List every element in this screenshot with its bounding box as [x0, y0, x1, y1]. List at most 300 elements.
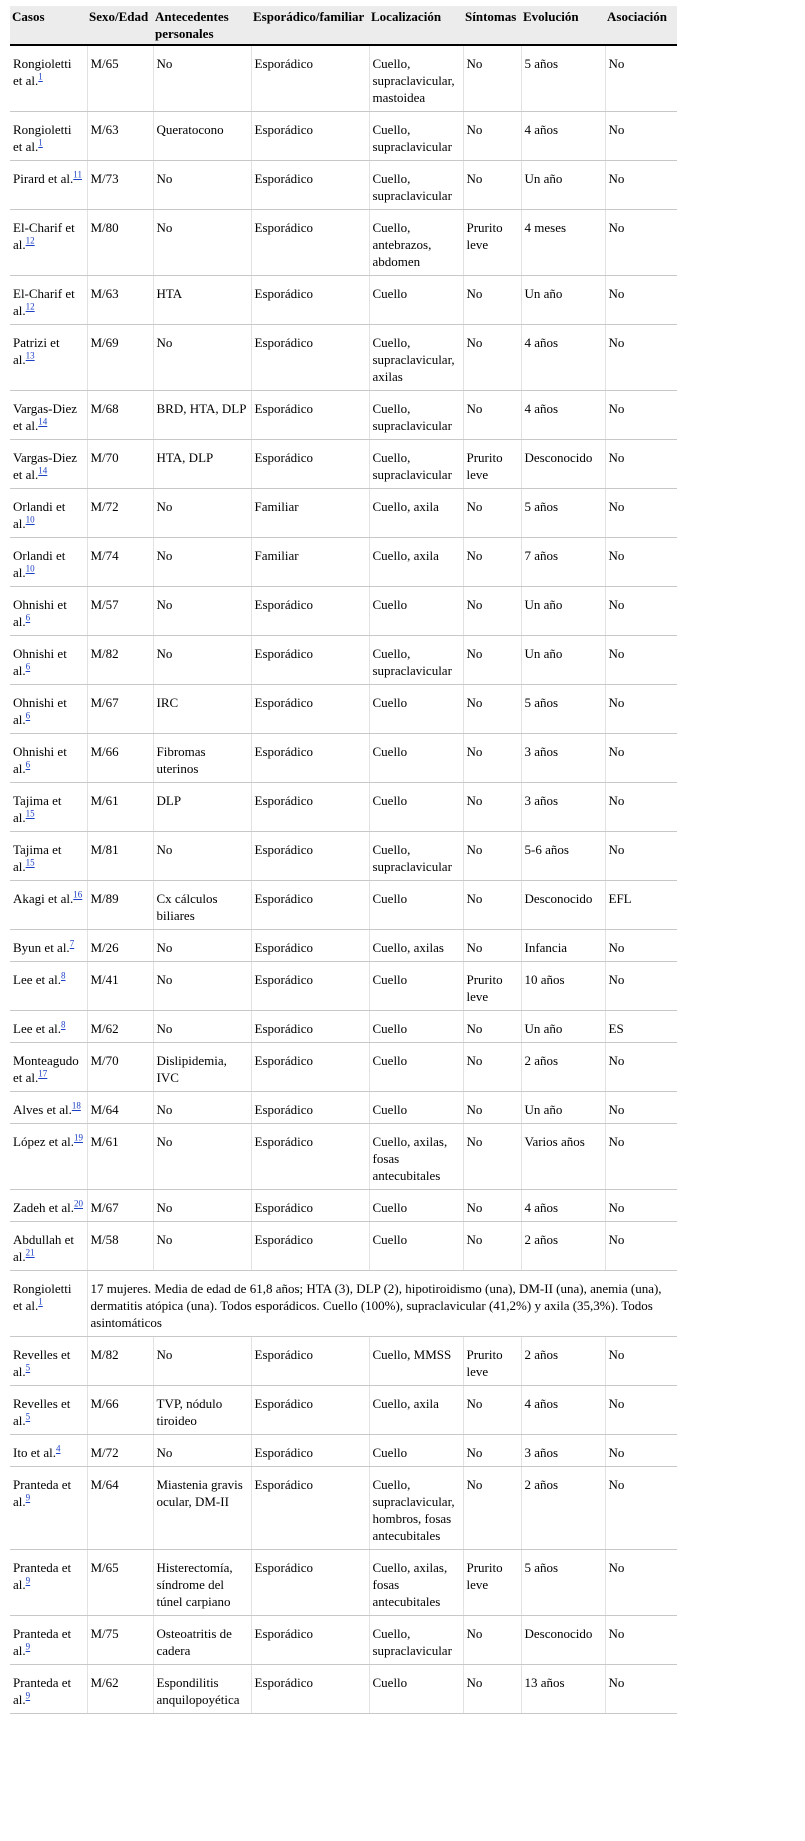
cell-antecedentes: No [153, 1222, 251, 1271]
cell-sintomas: No [463, 45, 521, 112]
cell-asociacion: No [605, 734, 677, 783]
cell-evolucion: Desconocido [521, 1616, 605, 1665]
cell-asociacion: No [605, 1435, 677, 1467]
cell-casos [10, 832, 87, 881]
cell-asociacion: No [605, 1665, 677, 1714]
cell-antecedentes: No [153, 962, 251, 1011]
header-sexo-edad: Sexo/Edad [87, 6, 153, 45]
cell-esporadico-familiar: Esporádico [251, 1550, 369, 1616]
reference-link[interactable]: 5 [25, 1411, 31, 1422]
cell-antecedentes: No [153, 1011, 251, 1043]
case-author: Pranteda et al. [13, 1675, 72, 1707]
cell-antecedentes: No [153, 636, 251, 685]
table-header [10, 6, 677, 45]
cell-localizacion: Cuello, supraclavicular [369, 832, 463, 881]
cell-sexo-edad: M/62 [87, 1011, 153, 1043]
table-row [10, 734, 677, 783]
case-author: Revelles et al. [13, 1396, 71, 1428]
reference-link[interactable]: 10 [25, 514, 35, 525]
table-row [10, 1435, 677, 1467]
cell-sexo-edad: M/74 [87, 538, 153, 587]
cell-evolucion: 4 años [521, 391, 605, 440]
reference-link[interactable]: 14 [38, 465, 48, 476]
table-body [10, 45, 677, 1714]
cell-esporadico-familiar: Esporádico [251, 391, 369, 440]
case-author: López et al. [13, 1134, 74, 1149]
table-row [10, 1190, 677, 1222]
cell-esporadico-familiar: Esporádico [251, 440, 369, 489]
table-row [10, 1124, 677, 1190]
cell-esporadico-familiar: Esporádico [251, 1190, 369, 1222]
header-asociacion: Asociación [605, 6, 677, 45]
cell-sintomas: Prurito leve [463, 1550, 521, 1616]
cell-esporadico-familiar: Esporádico [251, 685, 369, 734]
cell-casos [10, 1124, 87, 1190]
cell-esporadico-familiar: Esporádico [251, 1386, 369, 1435]
cell-asociacion: No [605, 587, 677, 636]
cell-evolucion: 5 años [521, 685, 605, 734]
case-author: Alves et al. [13, 1102, 72, 1117]
cell-localizacion: Cuello, axila [369, 538, 463, 587]
reference-link[interactable]: 14 [38, 416, 48, 427]
reference-link[interactable]: 12 [25, 301, 35, 312]
cell-esporadico-familiar: Esporádico [251, 783, 369, 832]
reference-link[interactable]: 12 [25, 235, 35, 246]
cell-esporadico-familiar: Esporádico [251, 1665, 369, 1714]
cell-localizacion: Cuello [369, 276, 463, 325]
cell-asociacion: No [605, 1222, 677, 1271]
cell-evolucion: 5 años [521, 489, 605, 538]
cell-sintomas: Prurito leve [463, 1337, 521, 1386]
cell-localizacion: Cuello, supraclavicular [369, 161, 463, 210]
cell-casos [10, 1092, 87, 1124]
cell-evolucion: 5-6 años [521, 832, 605, 881]
cell-localizacion: Cuello [369, 734, 463, 783]
cell-sintomas: No [463, 1043, 521, 1092]
cell-casos [10, 962, 87, 1011]
reference-link[interactable]: 7 [69, 938, 75, 949]
case-author: Zadeh et al. [13, 1200, 74, 1215]
cell-sintomas: No [463, 587, 521, 636]
reference-link[interactable]: 10 [25, 563, 35, 574]
cell-sexo-edad: M/61 [87, 783, 153, 832]
cell-esporadico-familiar: Familiar [251, 538, 369, 587]
cell-sintomas: No [463, 276, 521, 325]
cell-sexo-edad: M/70 [87, 440, 153, 489]
table-row [10, 881, 677, 930]
cell-esporadico-familiar: Esporádico [251, 112, 369, 161]
cell-esporadico-familiar: Esporádico [251, 276, 369, 325]
reference-link[interactable]: 20 [74, 1198, 83, 1209]
cell-casos [10, 636, 87, 685]
cell-localizacion: Cuello, supraclavicular, hombros, fosas antecubitales [369, 1467, 463, 1550]
cell-esporadico-familiar: Esporádico [251, 587, 369, 636]
cell-summary: 17 mujeres. Media de edad de 61,8 años; HTA (3), DLP (2), hipotiroidismo (una), DM-II (una), anemia (una), dermatitis atópica (una). Todos esporádicos. Cuello (100%), supraclavicular (41,2%) y axila (35,3%). Todos asintomáticos [87, 1271, 677, 1337]
reference-link[interactable]: 9 [25, 1575, 31, 1586]
cell-sintomas: No [463, 636, 521, 685]
cell-antecedentes: DLP [153, 783, 251, 832]
cell-antecedentes: No [153, 325, 251, 391]
cell-sexo-edad: M/73 [87, 161, 153, 210]
cell-sexo-edad: M/68 [87, 391, 153, 440]
reference-link[interactable]: 18 [71, 1100, 81, 1111]
cell-sexo-edad: M/65 [87, 1550, 153, 1616]
table-row [10, 210, 677, 276]
cell-sexo-edad: M/70 [87, 1043, 153, 1092]
table-row [10, 1337, 677, 1386]
cell-asociacion: No [605, 1550, 677, 1616]
cell-evolucion: 3 años [521, 1435, 605, 1467]
cell-esporadico-familiar: Esporádico [251, 1124, 369, 1190]
cell-evolucion: Un año [521, 1092, 605, 1124]
cell-casos [10, 112, 87, 161]
case-author: Orlandi et al. [13, 499, 66, 531]
cell-sintomas: Prurito leve [463, 210, 521, 276]
reference-link[interactable]: 6 [25, 661, 31, 672]
table-row [10, 1386, 677, 1435]
case-author: Tajima et al. [13, 793, 62, 825]
case-author: Ohnishi et al. [13, 646, 67, 678]
cell-evolucion: 5 años [521, 1550, 605, 1616]
cell-asociacion: No [605, 1124, 677, 1190]
cell-casos [10, 440, 87, 489]
case-author: Revelles et al. [13, 1347, 71, 1379]
table-row [10, 112, 677, 161]
cell-casos [10, 1271, 87, 1337]
reference-link[interactable]: 13 [25, 350, 35, 361]
case-author: El-Charif et al. [13, 286, 75, 318]
header-esporadico-familiar: Esporádico/familiar [251, 6, 369, 45]
cell-casos [10, 391, 87, 440]
cell-sintomas: No [463, 161, 521, 210]
reference-link[interactable]: 5 [25, 1362, 31, 1373]
cell-sexo-edad: M/75 [87, 1616, 153, 1665]
cell-sintomas: No [463, 1665, 521, 1714]
cell-antecedentes: No [153, 1124, 251, 1190]
cell-localizacion: Cuello [369, 962, 463, 1011]
cell-antecedentes: No [153, 1337, 251, 1386]
cell-antecedentes: No [153, 161, 251, 210]
case-author: Ito et al. [13, 1445, 56, 1460]
cell-esporadico-familiar: Esporádico [251, 636, 369, 685]
cell-asociacion: No [605, 1337, 677, 1386]
reference-link[interactable]: 9 [25, 1690, 31, 1701]
cell-antecedentes: Fibromas uterinos [153, 734, 251, 783]
cell-asociacion: No [605, 325, 677, 391]
case-author: Ohnishi et al. [13, 695, 67, 727]
cell-localizacion: Cuello, supraclavicular [369, 1616, 463, 1665]
case-author: Pranteda et al. [13, 1626, 72, 1658]
table-row [10, 930, 677, 962]
case-author: Rongioletti et al. [13, 122, 72, 154]
header-casos: Casos [10, 6, 87, 45]
reference-link[interactable]: 9 [25, 1492, 31, 1503]
table-row [10, 161, 677, 210]
cell-sexo-edad: M/61 [87, 1124, 153, 1190]
cell-sintomas: No [463, 685, 521, 734]
cell-casos [10, 276, 87, 325]
cell-localizacion: Cuello [369, 783, 463, 832]
cell-localizacion: Cuello, supraclavicular [369, 112, 463, 161]
cell-sintomas: No [463, 325, 521, 391]
cell-casos [10, 1043, 87, 1092]
cell-evolucion: 4 años [521, 1386, 605, 1435]
cell-asociacion: No [605, 489, 677, 538]
cell-evolucion: 4 años [521, 1190, 605, 1222]
case-author: Pirard et al. [13, 171, 74, 186]
cell-esporadico-familiar: Esporádico [251, 881, 369, 930]
cell-casos [10, 1337, 87, 1386]
cell-sexo-edad: M/72 [87, 489, 153, 538]
cell-casos [10, 210, 87, 276]
cell-localizacion: Cuello, supraclavicular [369, 440, 463, 489]
table-row [10, 1271, 677, 1337]
cell-localizacion: Cuello, supraclavicular [369, 391, 463, 440]
cell-esporadico-familiar: Esporádico [251, 832, 369, 881]
cell-sintomas: No [463, 832, 521, 881]
cell-casos [10, 685, 87, 734]
cell-sexo-edad: M/67 [87, 685, 153, 734]
cell-sintomas: No [463, 489, 521, 538]
cell-localizacion: Cuello, antebrazos, abdomen [369, 210, 463, 276]
cell-asociacion: No [605, 930, 677, 962]
cell-esporadico-familiar: Esporádico [251, 930, 369, 962]
cell-casos [10, 489, 87, 538]
cell-evolucion: Varios años [521, 1124, 605, 1190]
case-author: Ohnishi et al. [13, 597, 67, 629]
cell-evolucion: 4 años [521, 112, 605, 161]
cell-casos [10, 1467, 87, 1550]
cell-antecedentes: TVP, nódulo tiroideo [153, 1386, 251, 1435]
table-row [10, 538, 677, 587]
cell-sintomas: No [463, 538, 521, 587]
cell-casos [10, 930, 87, 962]
cell-casos [10, 587, 87, 636]
reference-link[interactable]: 6 [25, 710, 31, 721]
case-author: El-Charif et al. [13, 220, 75, 252]
cell-localizacion: Cuello, MMSS [369, 1337, 463, 1386]
cell-localizacion: Cuello [369, 1435, 463, 1467]
cell-esporadico-familiar: Esporádico [251, 325, 369, 391]
cell-casos [10, 1222, 87, 1271]
cell-sexo-edad: M/66 [87, 1386, 153, 1435]
reference-link[interactable]: 4 [55, 1443, 61, 1454]
cell-localizacion: Cuello, axilas, fosas antecubitales [369, 1124, 463, 1190]
case-author: Lee et al. [13, 1021, 61, 1036]
cell-evolucion: Un año [521, 636, 605, 685]
cell-localizacion: Cuello [369, 1092, 463, 1124]
table-row [10, 1665, 677, 1714]
case-author: Lee et al. [13, 972, 61, 987]
reference-link[interactable]: 8 [61, 1019, 66, 1030]
reference-link[interactable]: 9 [25, 1641, 31, 1652]
table-row [10, 1467, 677, 1550]
cell-antecedentes: IRC [153, 685, 251, 734]
cell-localizacion: Cuello [369, 1222, 463, 1271]
reference-link[interactable]: 15 [25, 808, 35, 819]
cell-localizacion: Cuello, axila [369, 489, 463, 538]
cell-asociacion: No [605, 1092, 677, 1124]
cell-sexo-edad: M/63 [87, 112, 153, 161]
reference-link[interactable]: 16 [73, 889, 83, 900]
table-row [10, 1550, 677, 1616]
reference-link[interactable]: 19 [74, 1132, 83, 1143]
cell-sintomas: No [463, 1222, 521, 1271]
cell-sexo-edad: M/69 [87, 325, 153, 391]
table-row [10, 962, 677, 1011]
case-author: Pranteda et al. [13, 1560, 72, 1592]
cell-evolucion: Un año [521, 1011, 605, 1043]
cell-casos [10, 1665, 87, 1714]
table-row [10, 325, 677, 391]
reference-link[interactable]: 1 [38, 71, 43, 82]
cell-evolucion: Infancia [521, 930, 605, 962]
cell-sexo-edad: M/81 [87, 832, 153, 881]
cell-asociacion: No [605, 391, 677, 440]
cell-sintomas: No [463, 1092, 521, 1124]
cell-antecedentes: No [153, 1190, 251, 1222]
cell-sexo-edad: M/82 [87, 636, 153, 685]
cell-esporadico-familiar: Esporádico [251, 1435, 369, 1467]
cell-casos [10, 325, 87, 391]
cell-esporadico-familiar: Esporádico [251, 1616, 369, 1665]
cell-antecedentes: Miastenia gravis ocular, DM-II [153, 1467, 251, 1550]
reference-link[interactable]: 11 [73, 169, 82, 180]
cell-sintomas: No [463, 783, 521, 832]
table-row [10, 783, 677, 832]
cell-sexo-edad: M/82 [87, 1337, 153, 1386]
reference-link[interactable]: 6 [25, 759, 31, 770]
cell-esporadico-familiar: Esporádico [251, 1092, 369, 1124]
cell-antecedentes: HTA, DLP [153, 440, 251, 489]
reference-link[interactable]: 1 [38, 137, 43, 148]
cell-esporadico-familiar: Esporádico [251, 1222, 369, 1271]
cell-antecedentes: No [153, 587, 251, 636]
table-row [10, 276, 677, 325]
case-author: Vargas-Diez et al. [13, 401, 78, 433]
cell-evolucion: Un año [521, 587, 605, 636]
cell-evolucion: 13 años [521, 1665, 605, 1714]
cell-esporadico-familiar: Esporádico [251, 45, 369, 112]
cell-sexo-edad: M/65 [87, 45, 153, 112]
cell-antecedentes: Cx cálculos biliares [153, 881, 251, 930]
case-author: Byun et al. [13, 940, 70, 955]
case-author: Orlandi et al. [13, 548, 66, 580]
cell-casos [10, 1550, 87, 1616]
cell-evolucion: 10 años [521, 962, 605, 1011]
cell-asociacion: No [605, 276, 677, 325]
cell-asociacion: No [605, 962, 677, 1011]
cell-casos [10, 1435, 87, 1467]
cell-localizacion: Cuello [369, 1665, 463, 1714]
cell-asociacion: ES [605, 1011, 677, 1043]
cell-casos [10, 1616, 87, 1665]
cell-sexo-edad: M/63 [87, 276, 153, 325]
cell-sintomas: No [463, 391, 521, 440]
cell-sintomas: No [463, 881, 521, 930]
cell-localizacion: Cuello, supraclavicular, mastoidea [369, 45, 463, 112]
cell-localizacion: Cuello [369, 685, 463, 734]
cell-esporadico-familiar: Esporádico [251, 1467, 369, 1550]
cell-esporadico-familiar: Esporádico [251, 734, 369, 783]
cell-evolucion: Un año [521, 161, 605, 210]
cases-table-container [10, 6, 677, 1714]
reference-link[interactable]: 6 [25, 612, 31, 623]
case-author: Rongioletti et al. [13, 1281, 72, 1313]
cell-localizacion: Cuello, axila [369, 1386, 463, 1435]
cell-evolucion: 7 años [521, 538, 605, 587]
cell-asociacion: No [605, 832, 677, 881]
cell-asociacion: No [605, 783, 677, 832]
cell-antecedentes: Queratocono [153, 112, 251, 161]
reference-link[interactable]: 17 [38, 1068, 48, 1079]
cell-asociacion: No [605, 1386, 677, 1435]
reference-link[interactable]: 15 [25, 857, 35, 868]
cell-asociacion: EFL [605, 881, 677, 930]
cell-esporadico-familiar: Esporádico [251, 1043, 369, 1092]
cell-sexo-edad: M/64 [87, 1467, 153, 1550]
reference-link[interactable]: 21 [25, 1247, 35, 1258]
cell-asociacion: No [605, 636, 677, 685]
cell-sintomas: No [463, 1124, 521, 1190]
cell-sexo-edad: M/67 [87, 1190, 153, 1222]
table-row [10, 440, 677, 489]
cell-sexo-edad: M/80 [87, 210, 153, 276]
reference-link[interactable]: 1 [38, 1296, 43, 1307]
table-row [10, 636, 677, 685]
cell-sexo-edad: M/66 [87, 734, 153, 783]
cell-casos [10, 1386, 87, 1435]
cell-antecedentes: No [153, 930, 251, 962]
cell-antecedentes: Osteoatritis de cadera [153, 1616, 251, 1665]
header-antecedentes: Antecedentes personales [153, 6, 251, 45]
table-row [10, 1043, 677, 1092]
cell-sintomas: No [463, 1435, 521, 1467]
cell-sexo-edad: M/57 [87, 587, 153, 636]
header-row [10, 6, 677, 45]
cell-esporadico-familiar: Esporádico [251, 962, 369, 1011]
cell-evolucion: 2 años [521, 1467, 605, 1550]
cell-esporadico-familiar: Esporádico [251, 1337, 369, 1386]
case-author: Monteagudo et al. [13, 1053, 79, 1085]
cell-antecedentes: No [153, 489, 251, 538]
case-author: Vargas-Diez et al. [13, 450, 78, 482]
cell-antecedentes: BRD, HTA, DLP [153, 391, 251, 440]
cell-esporadico-familiar: Esporádico [251, 161, 369, 210]
cell-localizacion: Cuello [369, 881, 463, 930]
cell-sexo-edad: M/72 [87, 1435, 153, 1467]
cell-asociacion: No [605, 1616, 677, 1665]
cell-evolucion: 3 años [521, 734, 605, 783]
reference-link[interactable]: 8 [61, 970, 66, 981]
cell-asociacion: No [605, 538, 677, 587]
cell-asociacion: No [605, 685, 677, 734]
case-author: Patrizi et al. [13, 335, 60, 367]
cell-localizacion: Cuello [369, 587, 463, 636]
cell-antecedentes: HTA [153, 276, 251, 325]
cell-asociacion: No [605, 1190, 677, 1222]
cell-casos [10, 45, 87, 112]
cell-casos [10, 538, 87, 587]
cell-sintomas: Prurito leve [463, 440, 521, 489]
cell-antecedentes: No [153, 45, 251, 112]
cell-casos [10, 1011, 87, 1043]
cell-evolucion: Desconocido [521, 881, 605, 930]
header-evolucion: Evolución [521, 6, 605, 45]
cell-antecedentes: No [153, 538, 251, 587]
table-row [10, 587, 677, 636]
table-row [10, 1616, 677, 1665]
